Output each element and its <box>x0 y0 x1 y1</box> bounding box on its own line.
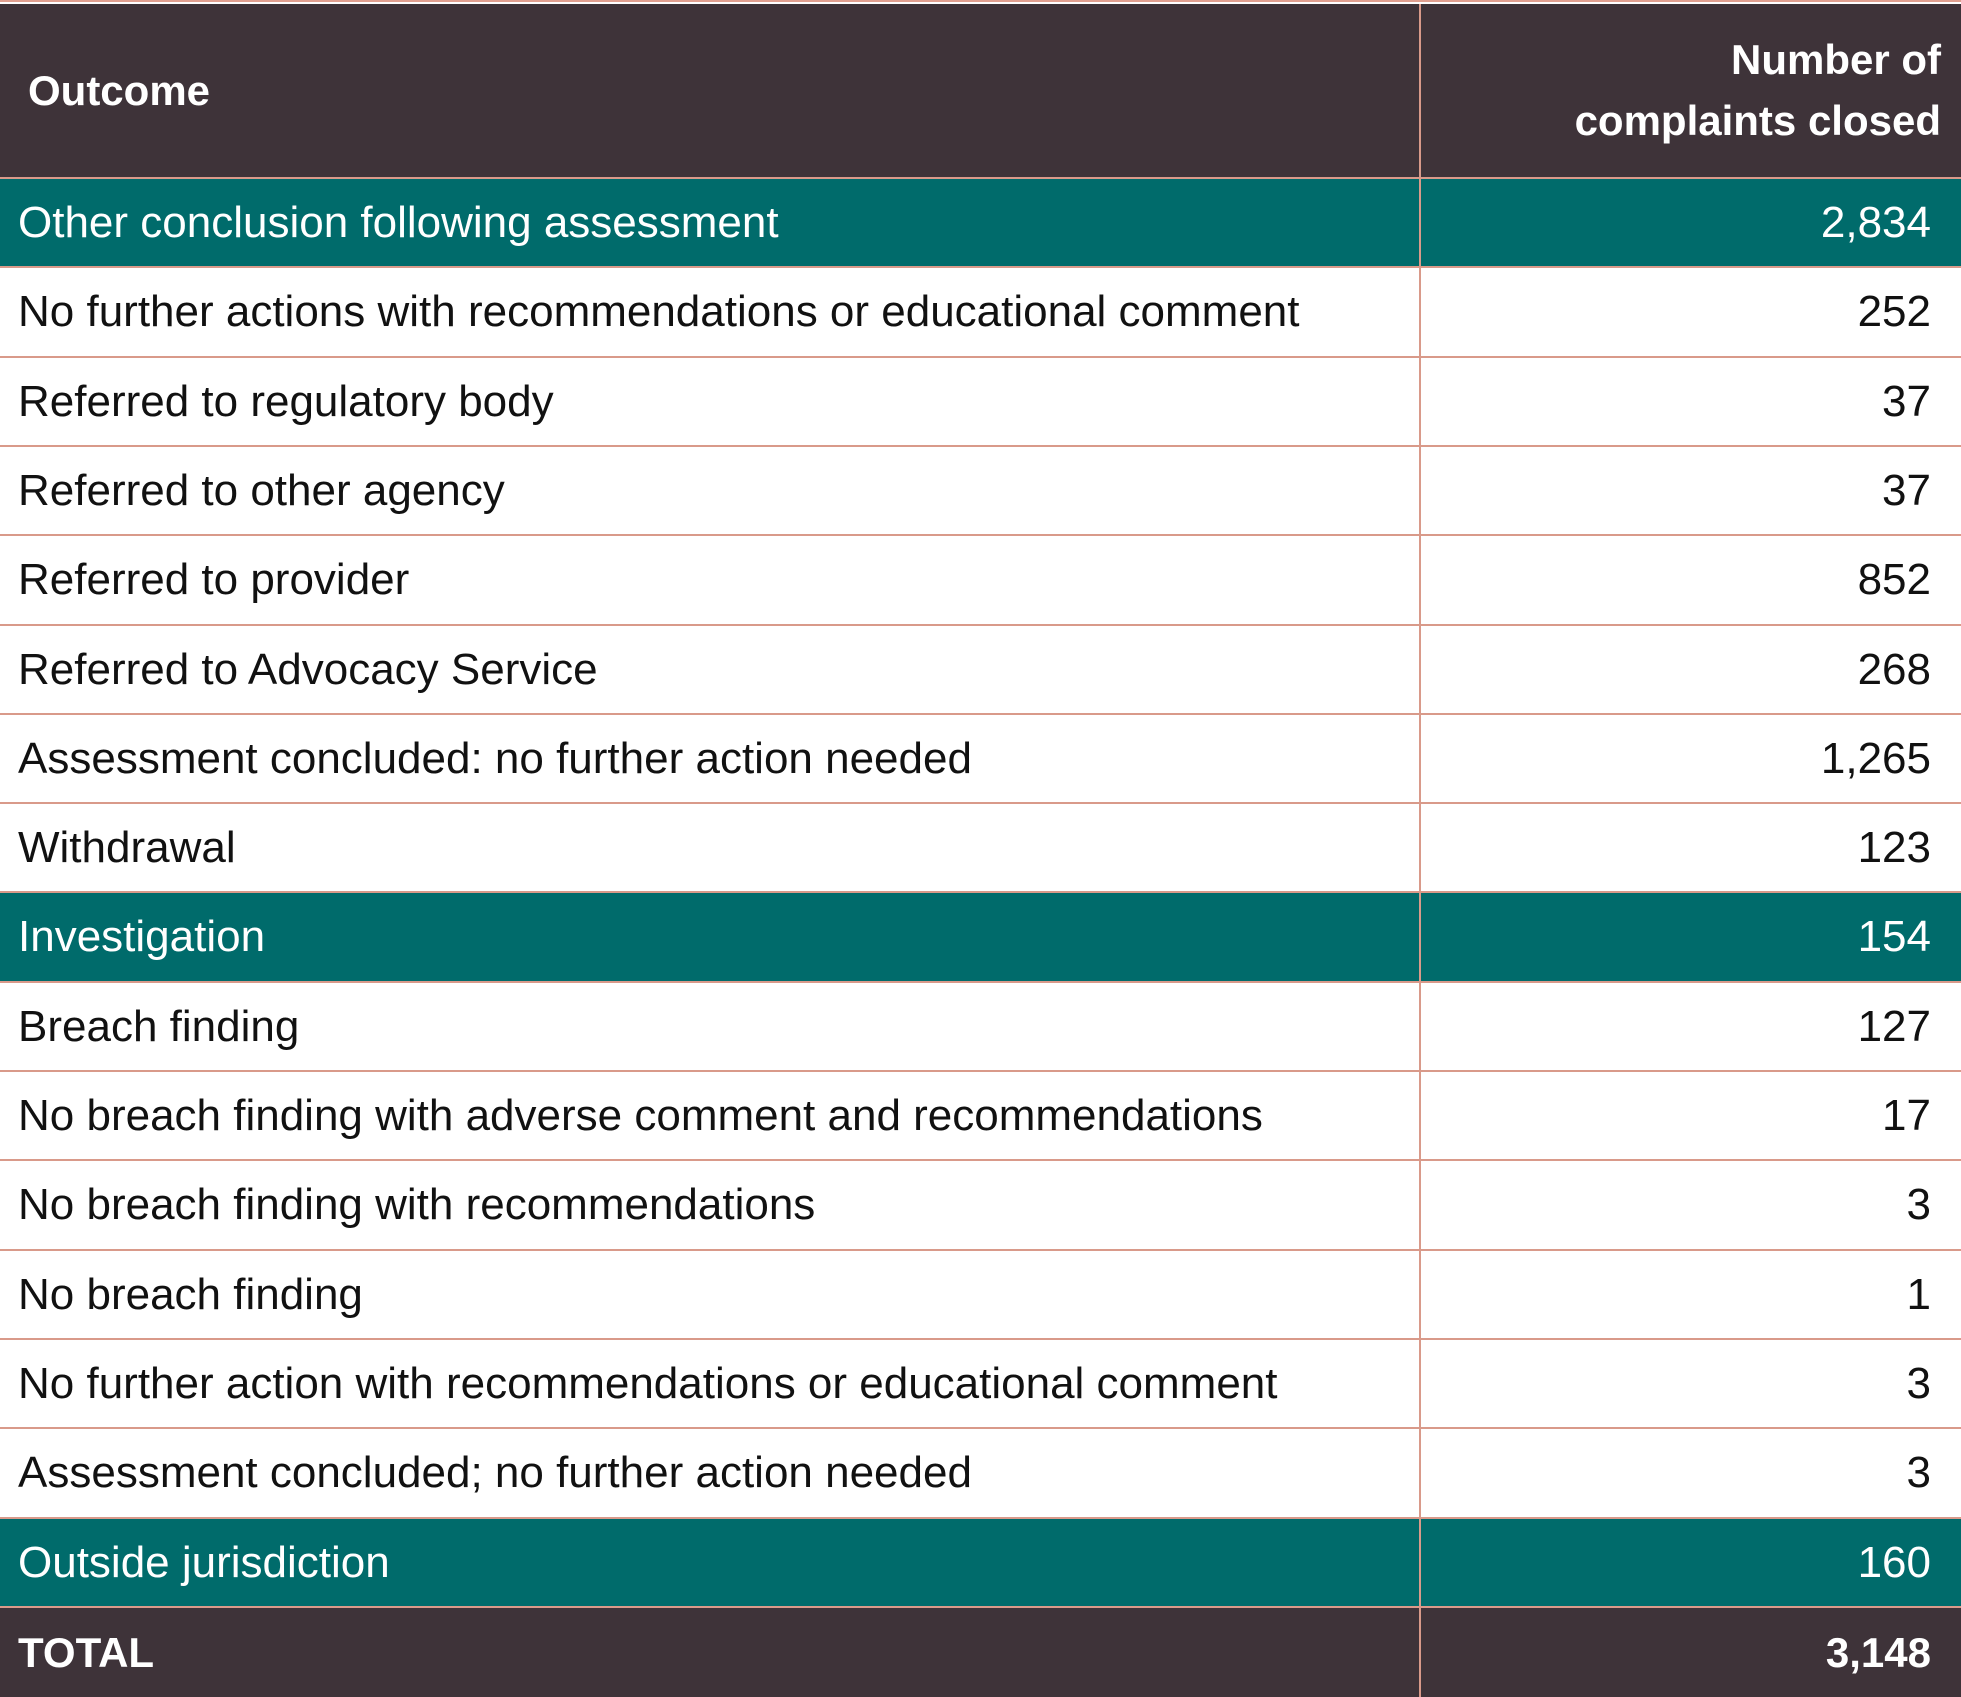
table-row <box>0 983 1961 1072</box>
row-value: 1,265 <box>1820 733 1931 783</box>
table-row <box>0 715 1961 804</box>
row-label: Outside jurisdiction <box>0 1519 1421 1606</box>
row-value: 37 <box>1882 465 1931 515</box>
row-value: 127 <box>1857 1001 1931 1051</box>
count-column-header <box>1421 4 1961 177</box>
outcome-column-header: Outcome <box>0 4 1421 177</box>
total-row <box>0 1608 1961 1697</box>
table-row <box>0 536 1961 626</box>
row-label: No breach finding with recommendations <box>0 1161 1421 1249</box>
row-label: Withdrawal <box>0 804 1421 891</box>
row-value: 252 <box>1857 287 1931 336</box>
row-label: Referred to Advocacy Service <box>0 626 1421 713</box>
row-label: No breach finding <box>0 1251 1421 1338</box>
table-row <box>0 447 1961 536</box>
table-row <box>0 268 1961 358</box>
count-column-header-line2: complaints closed <box>1574 96 1941 144</box>
row-value: 37 <box>1882 376 1931 426</box>
row-value: 268 <box>1857 644 1931 694</box>
row-label: Referred to other agency <box>0 447 1421 534</box>
row-value: 1 <box>1906 1269 1931 1319</box>
row-label: No further action with recommendations or educational comment <box>0 1340 1421 1427</box>
row-label: Assessment concluded; no further action needed <box>0 1429 1421 1517</box>
row-value: 123 <box>1857 822 1931 872</box>
row-value: 3,148 <box>1825 1628 1931 1676</box>
table-row <box>0 1251 1961 1340</box>
row-label: Breach finding <box>0 983 1421 1070</box>
section-row <box>0 893 1961 983</box>
row-label: TOTAL <box>0 1608 1421 1697</box>
section-row <box>0 179 1961 268</box>
table-row <box>0 1340 1961 1429</box>
count-column-header-line1: Number of <box>1731 35 1941 83</box>
row-value: 3 <box>1906 1448 1931 1497</box>
row-label: Other conclusion following assessment <box>0 179 1421 266</box>
row-value: 2,834 <box>1820 197 1931 247</box>
row-value: 3 <box>1906 1358 1931 1408</box>
table-row <box>0 1161 1961 1251</box>
table-row <box>0 1429 1961 1519</box>
row-label: No further actions with recommendations or educational comment <box>0 268 1421 356</box>
row-value: 160 <box>1857 1537 1931 1587</box>
row-label: Investigation <box>0 893 1421 981</box>
section-row <box>0 1519 1961 1608</box>
table-row <box>0 626 1961 715</box>
table-row <box>0 804 1961 893</box>
row-label: Assessment concluded: no further action needed <box>0 715 1421 802</box>
table-row <box>0 1072 1961 1161</box>
table-row <box>0 358 1961 447</box>
row-label: No breach finding with adverse comment and recommendations <box>0 1072 1421 1159</box>
table-header-row <box>0 4 1961 179</box>
row-label: Referred to provider <box>0 536 1421 624</box>
row-value: 852 <box>1857 555 1931 604</box>
row-value: 17 <box>1882 1090 1931 1140</box>
row-value: 154 <box>1857 912 1931 961</box>
row-label: Referred to regulatory body <box>0 358 1421 445</box>
row-value: 3 <box>1906 1180 1931 1229</box>
